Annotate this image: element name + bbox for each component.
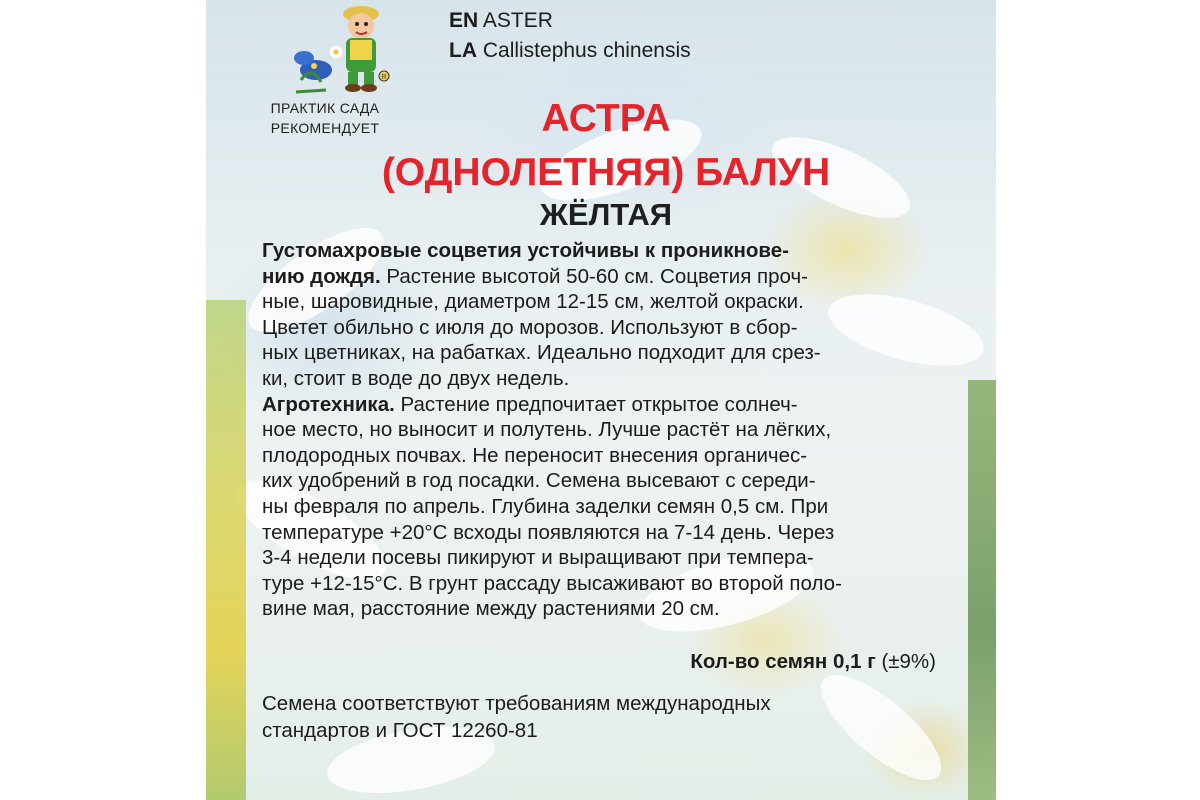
- english-name: ASTER: [482, 9, 553, 32]
- description-fragment: Растение высотой 50-60 см. Соцветия проч-: [380, 264, 808, 288]
- certification-line: Семена соответствуют требованиям международных: [262, 692, 771, 715]
- english-name-row: [449, 6, 691, 36]
- seed-packet: [206, 0, 996, 800]
- agro-line: температуре +20°С всходы появляются на 7-14 день. Через: [262, 520, 835, 544]
- species-names: [449, 6, 691, 66]
- agro-line: 3-4 недели посевы пикируют и выращивают при темпера-: [262, 546, 814, 570]
- description-bold-fragment: нию дождя.: [262, 264, 381, 288]
- agro-line: ное место, но выносит и полутень. Лучше растёт на лёгких,: [262, 418, 832, 442]
- logo-caption-line: ПРАКТИК САДА: [270, 100, 380, 116]
- flower-photo-edge: [206, 300, 246, 800]
- agro-line: ны февраля по апрель. Глубина заделки семян 0,5 см. При: [262, 494, 829, 518]
- seed-quantity-tolerance: (±9%): [881, 650, 936, 673]
- certification-line: стандартов и ГОСТ 12260-81: [262, 719, 538, 742]
- agro-line: туре +12-15°С. В грунт рассаду высаживают во второй поло-: [262, 571, 842, 595]
- daisy-petal-decoration: [806, 658, 956, 797]
- latin-name-row: [449, 36, 691, 66]
- agro-heading: Агротехника.: [262, 392, 395, 416]
- agro-line: [262, 392, 952, 418]
- description-line: Густомахровые соцветия устойчивы к проникнове-: [262, 239, 789, 262]
- seed-quantity: [690, 650, 936, 674]
- agro-line: вине мая, расстояние между растениями 20 см.: [262, 597, 720, 621]
- description-line: ных цветниках, на рабатках. Идеально подходит для срез-: [262, 341, 821, 365]
- product-title-line: (ОДНОЛЕТНЯЯ) БАЛУН: [381, 151, 831, 194]
- seed-quantity-label: Кол-во семян 0,1 г: [690, 650, 876, 673]
- description-line: ные, шаровидные, диаметром 12-15 см, желтой окраски.: [262, 290, 804, 314]
- logo-caption-line: РЕКОМЕНДУЕТ: [270, 120, 380, 136]
- product-variety: ЖЁЛТАЯ: [539, 197, 673, 232]
- description-line: [262, 264, 952, 290]
- language-code-en: EN: [449, 9, 479, 32]
- language-code-la: LA: [449, 39, 477, 62]
- certification-note: [262, 690, 771, 744]
- description-line: Цветет обильно с июля до морозов. Используют в сбор-: [262, 315, 798, 339]
- agro-line: плодородных почвах. Не переносит внесения органичес-: [262, 443, 808, 467]
- agro-line: ких удобрений в год посадки. Семена высевают с середи-: [262, 469, 816, 493]
- agro-fragment: Растение предпочитает открытое солнеч-: [394, 392, 798, 416]
- svg-text:R: R: [381, 74, 387, 81]
- product-title-line: АСТРА: [541, 97, 671, 140]
- latin-name: Callistephus chinensis: [482, 39, 691, 62]
- product-title: [266, 92, 946, 200]
- leaf-photo-edge: [968, 380, 996, 800]
- description-line: ки, стоит в воде до двух недель.: [262, 366, 570, 390]
- description-block: [262, 238, 952, 622]
